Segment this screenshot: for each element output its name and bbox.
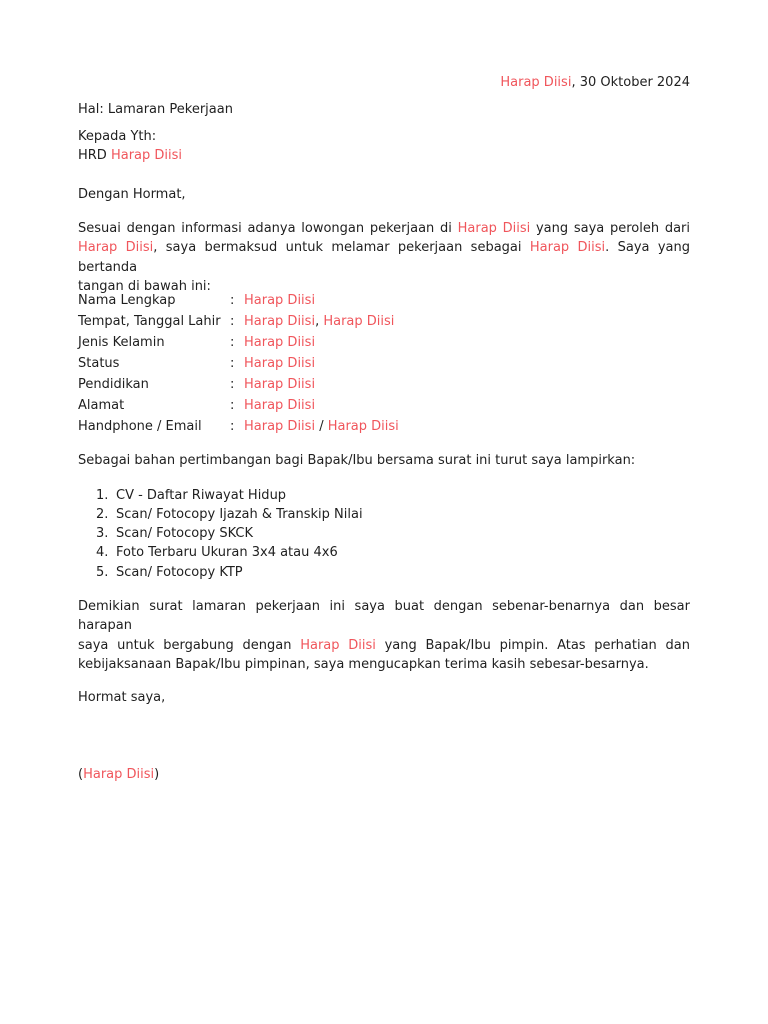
detail-value: [244, 333, 315, 353]
closing-paragraph: [78, 597, 690, 674]
greeting: Dengan Hormat,: [78, 187, 186, 202]
detail-label: Nama Lengkap: [78, 293, 176, 308]
detail-colon: :: [230, 398, 235, 413]
intro-line-1: [78, 219, 690, 238]
list-number: 3.: [96, 526, 109, 541]
detail-label: Alamat: [78, 398, 125, 413]
placeholder-company-join[interactable]: Harap Diisi: [300, 637, 376, 653]
recipient-prefix: HRD: [78, 148, 111, 163]
detail-label: Handphone / Email: [78, 419, 202, 434]
list-text: Foto Terbaru Ukuran 3x4 atau 4x6: [116, 545, 338, 560]
placeholder-full-name[interactable]: Harap Diisi: [244, 293, 316, 308]
detail-separator: /: [315, 419, 328, 434]
list-text: Scan/ Fotocopy SKCK: [116, 526, 253, 541]
placeholder-company[interactable]: Harap Diisi: [110, 148, 183, 163]
signature-line: [78, 766, 159, 784]
intro-text: Sesuai dengan informasi adanya lowongan pekerjaan di: [78, 221, 458, 236]
closing-line-2: [78, 636, 690, 655]
placeholder-phone[interactable]: Harap Diisi: [244, 419, 316, 434]
closing-line-1: Demikian surat lamaran pekerjaan ini saya buat dengan sebenar-benarnya dan besar harapan: [78, 599, 690, 634]
placeholder-email[interactable]: Harap Diisi: [327, 419, 399, 434]
placeholder-birth-place[interactable]: Harap Diisi: [244, 314, 316, 329]
detail-value: [244, 417, 399, 437]
date-text: , 30 Oktober 2024: [571, 75, 690, 90]
detail-colon: :: [230, 356, 235, 371]
signature-close: ): [154, 767, 160, 782]
list-text: CV - Daftar Riwayat Hidup: [116, 488, 287, 503]
attachments-intro: Sebagai bahan pertimbangan bagi Bapak/Ibu bersama surat ini turut saya lampirkan:: [78, 453, 636, 468]
signature-open: (: [78, 767, 84, 782]
detail-value: [244, 354, 315, 374]
intro-line-2: [78, 238, 690, 277]
detail-separator: ,: [315, 314, 324, 329]
placeholder-address[interactable]: Harap Diisi: [244, 398, 316, 413]
signoff: Hormat saya,: [78, 690, 166, 705]
intro-line-3: tangan di bawah ini:: [78, 278, 211, 294]
list-item: [96, 563, 243, 582]
detail-label: Pendidikan: [78, 377, 149, 392]
list-item: [96, 543, 338, 562]
detail-value: [244, 291, 315, 311]
list-item: [96, 505, 363, 524]
list-text: Scan/ Fotocopy KTP: [116, 565, 243, 580]
list-item: [96, 524, 253, 543]
detail-colon: :: [230, 314, 235, 329]
list-text: Scan/ Fotocopy Ijazah & Transkip Nilai: [116, 507, 363, 522]
date-line: [500, 74, 690, 92]
closing-text: yang Bapak/Ibu pimpin. Atas perhatian dan: [375, 637, 690, 653]
list-number: 2.: [96, 507, 109, 522]
closing-text: saya untuk bergabung dengan: [78, 637, 301, 653]
detail-value: [244, 312, 394, 332]
intro-paragraph: [78, 219, 690, 296]
recipient-line: Kepada Yth:: [78, 129, 157, 144]
detail-label: Status: [78, 356, 120, 371]
detail-colon: :: [230, 335, 235, 350]
detail-label: Tempat, Tanggal Lahir: [78, 314, 221, 329]
recipient-hrd-line: [78, 147, 182, 165]
list-number: 5.: [96, 565, 109, 580]
list-number: 4.: [96, 545, 109, 560]
detail-value: [244, 375, 315, 395]
intro-text: , saya bermaksud untuk melamar pekerjaan sebagai: [153, 240, 530, 256]
list-number: 1.: [96, 488, 109, 503]
list-item: [96, 486, 286, 505]
intro-text: . Saya yang bertanda: [78, 240, 690, 275]
placeholder-source[interactable]: Harap Diisi: [78, 240, 154, 256]
detail-label: Jenis Kelamin: [78, 335, 165, 350]
placeholder-vacancy-company[interactable]: Harap Diisi: [457, 221, 531, 236]
detail-colon: :: [230, 419, 235, 434]
detail-value: [244, 396, 315, 416]
detail-colon: :: [230, 293, 235, 308]
placeholder-education[interactable]: Harap Diisi: [244, 377, 316, 392]
closing-line-3: kebijaksanaan Bapak/Ibu pimpinan, saya mengucapkan terima kasih sebesar-besarnya.: [78, 656, 649, 672]
detail-colon: :: [230, 377, 235, 392]
intro-text: yang saya peroleh dari: [530, 221, 690, 236]
placeholder-gender[interactable]: Harap Diisi: [244, 335, 316, 350]
placeholder-birth-date[interactable]: Harap Diisi: [323, 314, 395, 329]
placeholder-signature-name[interactable]: Harap Diisi: [83, 767, 155, 782]
placeholder-status[interactable]: Harap Diisi: [244, 356, 316, 371]
subject-line: Hal: Lamaran Pekerjaan: [78, 102, 233, 117]
placeholder-city[interactable]: Harap Diisi: [500, 75, 572, 90]
placeholder-position[interactable]: Harap Diisi: [529, 240, 606, 256]
